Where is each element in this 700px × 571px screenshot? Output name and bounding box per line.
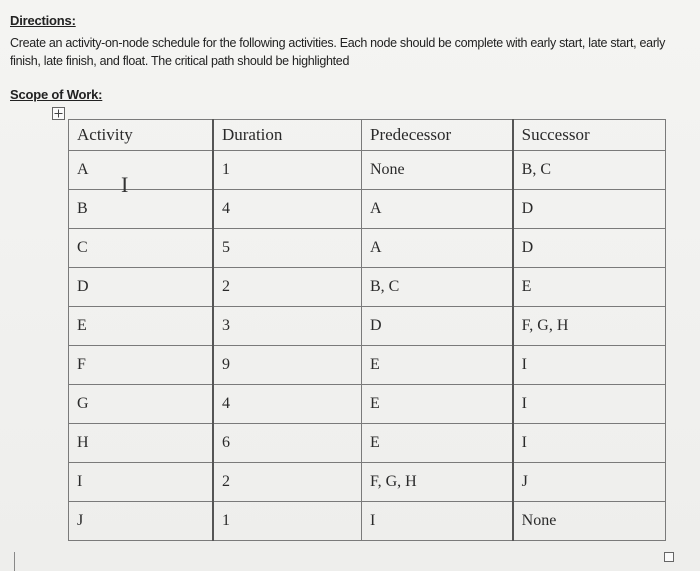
cell-successor[interactable]: D: [513, 229, 666, 268]
cell-successor[interactable]: D: [513, 190, 666, 229]
table-row: [69, 346, 666, 385]
cell-predecessor[interactable]: E: [362, 424, 513, 463]
cell-duration[interactable]: 5: [213, 229, 362, 268]
directions-text: Create an activity-on-node schedule for the following activities. Each node should be complete with early start, late start, early finish, late finish, and float. The critical path should be highlighted: [10, 36, 666, 68]
cell-duration[interactable]: 3: [213, 307, 362, 346]
cell-activity[interactable]: B: [69, 190, 213, 229]
cell-duration[interactable]: 2: [213, 268, 362, 307]
cell-activity[interactable]: I: [69, 463, 213, 502]
cell-predecessor[interactable]: E: [362, 346, 513, 385]
cell-activity[interactable]: D: [69, 268, 213, 307]
cell-predecessor[interactable]: None: [362, 151, 513, 190]
cell-activity[interactable]: E: [69, 307, 213, 346]
text-cursor-icon: I: [121, 172, 129, 197]
header-successor: Successor: [513, 120, 666, 151]
cell-successor[interactable]: None: [513, 502, 666, 541]
cell-duration[interactable]: 4: [213, 190, 362, 229]
scope-heading: Scope of Work:: [10, 87, 103, 102]
table-row: [69, 424, 666, 463]
table-row: [69, 268, 666, 307]
cell-successor[interactable]: J: [513, 463, 666, 502]
cell-predecessor[interactable]: D: [362, 307, 513, 346]
scope-of-work-table[interactable]: [68, 119, 666, 541]
header-duration: Duration: [213, 120, 362, 151]
directions-heading: Directions:: [10, 13, 76, 28]
cell-activity[interactable]: H: [69, 424, 213, 463]
cell-predecessor[interactable]: F, G, H: [362, 463, 513, 502]
cell-successor[interactable]: F, G, H: [513, 307, 666, 346]
move-arrows-icon: [54, 109, 63, 118]
cell-successor[interactable]: I: [513, 385, 666, 424]
cell-predecessor[interactable]: A: [362, 190, 513, 229]
cell-duration[interactable]: 4: [213, 385, 362, 424]
cell-duration[interactable]: 6: [213, 424, 362, 463]
table-row: [69, 151, 666, 190]
cell-duration[interactable]: 1: [213, 502, 362, 541]
header-predecessor: Predecessor: [362, 120, 513, 151]
table-resize-handle-icon[interactable]: [664, 552, 674, 562]
cell-duration[interactable]: 2: [213, 463, 362, 502]
cell-successor[interactable]: B, C: [513, 151, 666, 190]
margin-marker: [14, 552, 15, 571]
cell-successor[interactable]: I: [513, 424, 666, 463]
cell-predecessor[interactable]: E: [362, 385, 513, 424]
cell-successor[interactable]: E: [513, 268, 666, 307]
cell-predecessor[interactable]: I: [362, 502, 513, 541]
table-row: [69, 307, 666, 346]
cell-activity[interactable]: F: [69, 346, 213, 385]
cell-activity[interactable]: C: [69, 229, 213, 268]
table-header-row: [69, 120, 666, 151]
cell-successor[interactable]: I: [513, 346, 666, 385]
cell-duration[interactable]: 1: [213, 151, 362, 190]
cell-activity[interactable]: J: [69, 502, 213, 541]
table-row: [69, 502, 666, 541]
table-move-handle-icon[interactable]: [52, 107, 65, 120]
cell-predecessor[interactable]: A: [362, 229, 513, 268]
table-row: [69, 190, 666, 229]
table-row: [69, 385, 666, 424]
table-row: [69, 463, 666, 502]
cell-predecessor[interactable]: B, C: [362, 268, 513, 307]
cell-duration[interactable]: 9: [213, 346, 362, 385]
cell-activity[interactable]: A: [69, 151, 213, 190]
header-activity: Activity: [69, 120, 213, 151]
table-row: [69, 229, 666, 268]
cell-activity[interactable]: G: [69, 385, 213, 424]
